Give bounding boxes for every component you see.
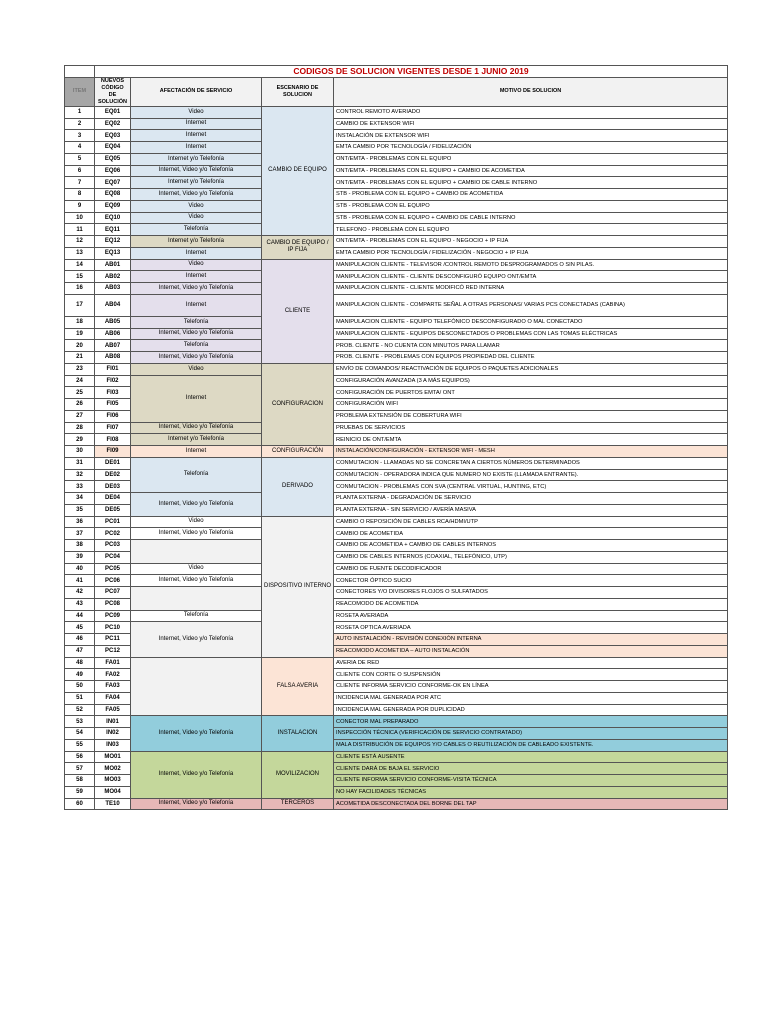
service-affectation: Video: [131, 200, 262, 212]
solution-code: EQ02: [95, 118, 131, 130]
table-row: [65, 540, 728, 552]
table-row: [65, 622, 728, 634]
solution-reason: CAMBIO DE ACOMETIDA + CAMBIO DE CABLES INTERNOS: [334, 540, 728, 552]
solution-code: EQ12: [95, 236, 131, 248]
solution-reason: PRUEBAS DE SERVICIOS: [334, 422, 728, 434]
solution-reason: CONECTOR ÓPTICO SUCIO: [334, 575, 728, 587]
item-number: 14: [65, 259, 95, 271]
solution-scenario: MOVILIZACION: [262, 751, 334, 798]
item-number: 45: [65, 622, 95, 634]
solution-code: EQ13: [95, 247, 131, 259]
item-number: 60: [65, 798, 95, 810]
table-row: [65, 493, 728, 505]
solution-reason: REACOMODO ACOMETIDA – AUTO INSTALACIÓN: [334, 645, 728, 657]
solution-reason: CAMBIO DE EXTENSOR WIFI: [334, 118, 728, 130]
solution-scenario: INSTALACION: [262, 716, 334, 751]
header-escenario: ESCENARIO DE SOLUCION: [262, 77, 334, 106]
solution-scenario: CLIENTE: [262, 259, 334, 363]
item-number: 31: [65, 457, 95, 469]
solution-code: MO03: [95, 775, 131, 787]
service-affectation: Internet: [131, 130, 262, 142]
solution-code: PC06: [95, 575, 131, 587]
solution-reason: ONT/EMTA - PROBLEMAS CON EL EQUIPO - NEGOCIO + IP FIJA: [334, 236, 728, 248]
solution-reason: ENVÍO DE COMANDOS/ REACTIVACIÓN DE EQUIPOS O PAQUETES ADICIONALES: [334, 363, 728, 375]
table-row: [65, 352, 728, 364]
table-row: [65, 751, 728, 763]
solution-code: FI09: [95, 446, 131, 458]
item-number: 18: [65, 316, 95, 328]
solution-codes-table: [64, 65, 728, 810]
solution-reason: CONMUTACION - LLAMADAS NO SE CONCRETAN A CIERTOS NÚMEROS DETERMINADOS: [334, 457, 728, 469]
solution-code: IN01: [95, 716, 131, 728]
table-row: [65, 798, 728, 810]
solution-reason: STB - PROBLEMA CON EL EQUIPO: [334, 200, 728, 212]
solution-code: EQ04: [95, 142, 131, 154]
solution-code: AB06: [95, 328, 131, 340]
solution-reason: AVERIA DE RED: [334, 657, 728, 669]
solution-reason: INSPECCIÓN TÉCNICA (VERIFICACIÓN DE SERVICIO CONTRATADO): [334, 728, 728, 740]
item-number: 56: [65, 751, 95, 763]
item-number: 5: [65, 153, 95, 165]
item-number: 9: [65, 200, 95, 212]
table-row: [65, 375, 728, 387]
table-row: [65, 153, 728, 165]
item-number: 24: [65, 375, 95, 387]
service-affectation: Internet y/o Telefonía: [131, 236, 262, 248]
solution-reason: CLIENTE INFORMA SERVICIO CONFORME-OK EN LÍNEA: [334, 681, 728, 693]
solution-reason: MANIPULACION CLIENTE - CLIENTE MODIFICÓ RED INTERNA: [334, 283, 728, 295]
solution-reason: AUTO INSTALACIÓN - REVISIÓN CONEXIÓN INTERNA: [334, 634, 728, 646]
item-number: 42: [65, 587, 95, 599]
item-number: 40: [65, 563, 95, 575]
solution-code: AB01: [95, 259, 131, 271]
table-row: [65, 316, 728, 328]
solution-code: EQ10: [95, 212, 131, 224]
solution-reason: ONT/EMTA - PROBLEMAS CON EL EQUIPO + CAMBIO DE ACOMETIDA: [334, 165, 728, 177]
item-number: 54: [65, 728, 95, 740]
solution-reason: MALA DISTRIBUCIÓN DE EQUIPOS Y/O CABLES O REUTILIZACIÓN DE CABLEADO EXISTENTE.: [334, 739, 728, 751]
solution-reason: PLANTA EXTERNA - DEGRADACIÓN DE SERVICIO: [334, 493, 728, 505]
service-affectation: Telefonía: [131, 340, 262, 352]
solution-code: AB05: [95, 316, 131, 328]
solution-reason: ROSETA AVERIADA: [334, 610, 728, 622]
table-row: [65, 610, 728, 622]
header-item: ITEM: [65, 77, 95, 106]
solution-reason: NO HAY FACILIDADES TÉCNICAS: [334, 786, 728, 798]
table-row: [65, 247, 728, 259]
table-row: [65, 271, 728, 283]
service-affectation: Internet, Video y/o Telefonía: [131, 165, 262, 177]
service-affectation: Telefonía: [131, 224, 262, 236]
solution-code: PC09: [95, 610, 131, 622]
item-number: 28: [65, 422, 95, 434]
table-row: [65, 657, 728, 669]
service-affectation: [131, 657, 262, 716]
service-affectation: Internet, Video y/o Telefonía: [131, 622, 262, 657]
service-affectation: [131, 587, 262, 611]
solution-code: FA05: [95, 704, 131, 716]
header-motivo: MOTIVO DE SOLUCION: [334, 77, 728, 106]
table-row: [65, 224, 728, 236]
service-affectation: Internet, Video y/o Telefonía: [131, 575, 262, 587]
service-affectation: Video: [131, 563, 262, 575]
service-affectation: Telefonía: [131, 316, 262, 328]
item-number: 12: [65, 236, 95, 248]
item-number: 6: [65, 165, 95, 177]
solution-reason: CAMBIO O REPOSICIÓN DE CABLES RCA/HDMI/UTP: [334, 516, 728, 528]
item-number: 55: [65, 739, 95, 751]
solution-code: IN03: [95, 739, 131, 751]
service-affectation: [131, 540, 262, 564]
solution-reason: MANIPULACION CLIENTE - EQUIPO TELEFÓNICO DESCONFIGURADO O MAL CONECTADO: [334, 316, 728, 328]
item-number: 2: [65, 118, 95, 130]
item-number: 8: [65, 189, 95, 201]
solution-code: PC12: [95, 645, 131, 657]
service-affectation: Internet, Video y/o Telefonía: [131, 352, 262, 364]
service-affectation: Internet: [131, 247, 262, 259]
solution-code: EQ01: [95, 106, 131, 118]
service-affectation: Internet, Video y/o Telefonía: [131, 798, 262, 810]
solution-reason: CAMBIO DE FUENTE DECODIFICADOR: [334, 563, 728, 575]
solution-reason: CONFIGURACIÓN DE PUERTOS EMTA/ ONT: [334, 387, 728, 399]
service-affectation: Telefonía: [131, 610, 262, 622]
solution-code: IN02: [95, 728, 131, 740]
solution-code: FA02: [95, 669, 131, 681]
solution-code: EQ06: [95, 165, 131, 177]
service-affectation: Internet y/o Telefonía: [131, 177, 262, 189]
solution-reason: EMTA CAMBIO POR TECNOLOGÍA / FIDELIZACIÓN: [334, 142, 728, 154]
table-row: [65, 165, 728, 177]
solution-code: MO01: [95, 751, 131, 763]
table-row: [65, 212, 728, 224]
solution-code: FA01: [95, 657, 131, 669]
service-affectation: Internet, Video y/o Telefonía: [131, 189, 262, 201]
solution-scenario: CAMBIO DE EQUIPO / IP FIJA: [262, 236, 334, 260]
item-number: 25: [65, 387, 95, 399]
solution-code: EQ08: [95, 189, 131, 201]
solution-code: AB03: [95, 283, 131, 295]
item-number: 1: [65, 106, 95, 118]
item-number: 16: [65, 283, 95, 295]
service-affectation: Video: [131, 212, 262, 224]
service-affectation: Internet: [131, 446, 262, 458]
solution-scenario: CONFIGURACIÓN: [262, 446, 334, 458]
solution-reason: CAMBIO DE CABLES INTERNOS (COAXIAL, TELEFÓNICO, UTP): [334, 551, 728, 563]
solution-code: FI08: [95, 434, 131, 446]
solution-code: TE10: [95, 798, 131, 810]
item-number: 17: [65, 294, 95, 316]
solution-reason: PROB. CLIENTE - NO CUENTA CON MINUTOS PARA LLAMAR: [334, 340, 728, 352]
item-number: 44: [65, 610, 95, 622]
solution-code: FI06: [95, 410, 131, 422]
solution-scenario: DISPOSITIVO INTERNO: [262, 516, 334, 657]
solution-reason: CONMUTACION - PROBLEMAS CON SVA (CENTRAL VIRTUAL, HUNTING, ETC): [334, 481, 728, 493]
table-row: [65, 130, 728, 142]
solution-code: PC03: [95, 540, 131, 552]
solution-scenario: TERCEROS: [262, 798, 334, 810]
item-number: 39: [65, 551, 95, 563]
table-row: [65, 118, 728, 130]
item-number: 53: [65, 716, 95, 728]
solution-reason: CONFIGURACIÓN WIFI: [334, 399, 728, 411]
solution-reason: CONMUTACION - OPERADORA INDICA QUE NUMERO NO EXISTE (LLAMADA ENTRANTE).: [334, 469, 728, 481]
service-affectation: Telefonía: [131, 457, 262, 492]
item-number: 13: [65, 247, 95, 259]
solution-code: PC05: [95, 563, 131, 575]
item-number: 41: [65, 575, 95, 587]
solution-code: PC08: [95, 598, 131, 610]
solution-reason: CLIENTE INFORMA SERVICIO CONFORME-VISITA TÉCNICA: [334, 775, 728, 787]
solution-reason: CONTROL REMOTO AVERIADO: [334, 106, 728, 118]
service-affectation: Video: [131, 516, 262, 528]
table-row: [65, 422, 728, 434]
item-number: 26: [65, 399, 95, 411]
service-affectation: Internet y/o Telefonía: [131, 434, 262, 446]
item-number: 38: [65, 540, 95, 552]
table-row: [65, 294, 728, 316]
service-affectation: Internet, Video y/o Telefonía: [131, 751, 262, 798]
solution-reason: INSTALACIÓN DE EXTENSOR WIFI: [334, 130, 728, 142]
service-affectation: Internet: [131, 294, 262, 316]
solution-code: FI05: [95, 399, 131, 411]
solution-code: DE03: [95, 481, 131, 493]
item-number: 20: [65, 340, 95, 352]
item-number: 3: [65, 130, 95, 142]
solution-code: PC07: [95, 587, 131, 599]
solution-reason: TELEFONO - PROBLEMA CON EL EQUIPO: [334, 224, 728, 236]
solution-reason: CONFIGURACIÓN AVANZADA (3 A MÁS EQUIPOS): [334, 375, 728, 387]
solution-code: PC04: [95, 551, 131, 563]
table-row: [65, 563, 728, 575]
solution-code: AB04: [95, 294, 131, 316]
solution-code: MO02: [95, 763, 131, 775]
solution-code: PC11: [95, 634, 131, 646]
item-number: 27: [65, 410, 95, 422]
solution-scenario: CAMBIO DE EQUIPO: [262, 106, 334, 235]
item-number: 37: [65, 528, 95, 540]
item-number: 21: [65, 352, 95, 364]
table-row: [65, 236, 728, 248]
item-number: 32: [65, 469, 95, 481]
solution-reason: INCIDENCIA MAL GENERADA POR ATC: [334, 692, 728, 704]
solution-reason: REACOMODO DE ACOMETIDA: [334, 598, 728, 610]
table-row: [65, 340, 728, 352]
solution-code: FI02: [95, 375, 131, 387]
solution-reason: INCIDENCIA MAL GENERADA POR DUPLICIDAD: [334, 704, 728, 716]
table-row: [65, 142, 728, 154]
solution-reason: INSTALACIÓN/CONFIGURACIÓN - EXTENSOR WIFI - MESH: [334, 446, 728, 458]
service-affectation: Internet, Video y/o Telefonía: [131, 283, 262, 295]
table-row: [65, 446, 728, 458]
service-affectation: Internet, Video y/o Telefonía: [131, 422, 262, 434]
solution-reason: MANIPULACION CLIENTE - COMPARTE SEÑAL A OTRAS PERSONAS/ VARIAS PCS CONECTADAS (CABINA): [334, 294, 728, 316]
item-number: 43: [65, 598, 95, 610]
solution-code: MO04: [95, 786, 131, 798]
solution-reason: CLIENTE DARÁ DE BAJA EL SERVICIO: [334, 763, 728, 775]
solution-reason: MANIPULACION CLIENTE - CLIENTE DESCONFIGURÓ EQUIPO ONT/EMTA: [334, 271, 728, 283]
item-number: 11: [65, 224, 95, 236]
item-number: 34: [65, 493, 95, 505]
solution-reason: MANIPULACION CLIENTE - TELEVISOR /CONTROL REMOTO DESPROGRAMADOS O SIN PILAS.: [334, 259, 728, 271]
item-number: 59: [65, 786, 95, 798]
item-number: 35: [65, 504, 95, 516]
table-row: [65, 200, 728, 212]
solution-reason: CONECTORES Y/O DIVISORES FLOJOS O SULFATADOS: [334, 587, 728, 599]
item-number: 58: [65, 775, 95, 787]
service-affectation: Internet, Video y/o Telefonía: [131, 493, 262, 517]
item-number: 52: [65, 704, 95, 716]
item-number: 51: [65, 692, 95, 704]
solution-reason: CLIENTE ESTÁ AUSENTE: [334, 751, 728, 763]
table-row: [65, 328, 728, 340]
item-number: 33: [65, 481, 95, 493]
service-affectation: Internet, Video y/o Telefonía: [131, 328, 262, 340]
item-number: 30: [65, 446, 95, 458]
solution-reason: PROB. CLIENTE - PROBLEMAS CON EQUIPOS PROPIEDAD DEL CLIENTE: [334, 352, 728, 364]
solution-code: EQ07: [95, 177, 131, 189]
table-row: [65, 177, 728, 189]
table-row: [65, 716, 728, 728]
page-title: CODIGOS DE SOLUCION VIGENTES DESDE 1 JUNIO 2019: [95, 66, 728, 78]
table-row: [65, 528, 728, 540]
solution-reason: ONT/EMTA - PROBLEMAS CON EL EQUIPO: [334, 153, 728, 165]
solution-reason: REINICIO DE ONT/EMTA: [334, 434, 728, 446]
solution-code: EQ09: [95, 200, 131, 212]
solution-reason: EMTA CAMBIO POR TECNOLOGÍA / FIDELIZACIÓN - NEGOCIO + IP FIJA: [334, 247, 728, 259]
service-affectation: Internet, Video y/o Telefonía: [131, 528, 262, 540]
solution-code: FI01: [95, 363, 131, 375]
solution-code: FI07: [95, 422, 131, 434]
header-afectacion: AFECTACIÓN DE SERVICIO: [131, 77, 262, 106]
item-number: 48: [65, 657, 95, 669]
solution-code: DE04: [95, 493, 131, 505]
solution-reason: PROBLEMA EXTENSIÓN DE COBERTURA WIFI: [334, 410, 728, 422]
item-number: 50: [65, 681, 95, 693]
service-affectation: Internet, Video y/o Telefonía: [131, 716, 262, 751]
solution-code: FA04: [95, 692, 131, 704]
solution-code: EQ11: [95, 224, 131, 236]
table-row: [65, 516, 728, 528]
solution-scenario: FALSA AVERIA: [262, 657, 334, 716]
solution-reason: ROSETA OPTICA AVERIADA: [334, 622, 728, 634]
service-affectation: Internet y/o Telefonía: [131, 153, 262, 165]
item-number: 46: [65, 634, 95, 646]
table-row: [65, 587, 728, 599]
table-row: [65, 283, 728, 295]
table-row: [65, 189, 728, 201]
solution-code: EQ03: [95, 130, 131, 142]
solution-reason: CLIENTE CON CORTE O SUSPENSIÓN: [334, 669, 728, 681]
solution-code: DE01: [95, 457, 131, 469]
service-affectation: Internet: [131, 118, 262, 130]
table-row: [65, 363, 728, 375]
solution-code: PC02: [95, 528, 131, 540]
solution-code: AB02: [95, 271, 131, 283]
table-row: [65, 457, 728, 469]
table-row: [65, 575, 728, 587]
solution-code: PC10: [95, 622, 131, 634]
solution-reason: CONECTOR MAL PREPARADO: [334, 716, 728, 728]
solution-reason: PLANTA EXTERNA - SIN SERVICIO / AVERÍA MASIVA: [334, 504, 728, 516]
solution-scenario: CONFIGURACION: [262, 363, 334, 445]
solution-code: AB07: [95, 340, 131, 352]
item-number: 15: [65, 271, 95, 283]
item-number: 29: [65, 434, 95, 446]
solution-reason: STB - PROBLEMA CON EL EQUIPO + CAMBIO DE CABLE INTERNO: [334, 212, 728, 224]
solution-code: DE02: [95, 469, 131, 481]
service-affectation: Video: [131, 106, 262, 118]
service-affectation: Internet: [131, 375, 262, 422]
service-affectation: Video: [131, 259, 262, 271]
solution-reason: STB - PROBLEMA CON EL EQUIPO + CAMBIO DE ACOMETIDA: [334, 189, 728, 201]
item-number: 19: [65, 328, 95, 340]
solution-code: DE05: [95, 504, 131, 516]
service-affectation: Internet: [131, 271, 262, 283]
item-number: 7: [65, 177, 95, 189]
solution-code: FA03: [95, 681, 131, 693]
solution-reason: ACOMETIDA DESCONECTADA DEL BORNE DEL TAP: [334, 798, 728, 810]
table-row: [65, 259, 728, 271]
title-blank: [65, 66, 95, 78]
table-row: [65, 434, 728, 446]
item-number: 47: [65, 645, 95, 657]
solution-reason: CAMBIO DE ACOMETIDA: [334, 528, 728, 540]
solution-reason: ONT/EMTA - PROBLEMAS CON EL EQUIPO + CAMBIO DE CABLE INTERNO: [334, 177, 728, 189]
item-number: 49: [65, 669, 95, 681]
table-row: [65, 106, 728, 118]
service-affectation: Internet: [131, 142, 262, 154]
item-number: 23: [65, 363, 95, 375]
solution-reason: MANIPULACION CLIENTE - EQUIPOS DESCONECTADOS O PROBLEMAS CON LAS TOMAS ELÉCTRICAS: [334, 328, 728, 340]
service-affectation: Video: [131, 363, 262, 375]
solution-code: FI03: [95, 387, 131, 399]
item-number: 36: [65, 516, 95, 528]
header-codigo: NUEVOS CÓDIGO DE SOLUCIÓN: [95, 77, 131, 106]
item-number: 4: [65, 142, 95, 154]
item-number: 10: [65, 212, 95, 224]
solution-code: AB08: [95, 352, 131, 364]
solution-code: EQ05: [95, 153, 131, 165]
item-number: 57: [65, 763, 95, 775]
solution-scenario: DERIVADO: [262, 457, 334, 516]
solution-code: PC01: [95, 516, 131, 528]
